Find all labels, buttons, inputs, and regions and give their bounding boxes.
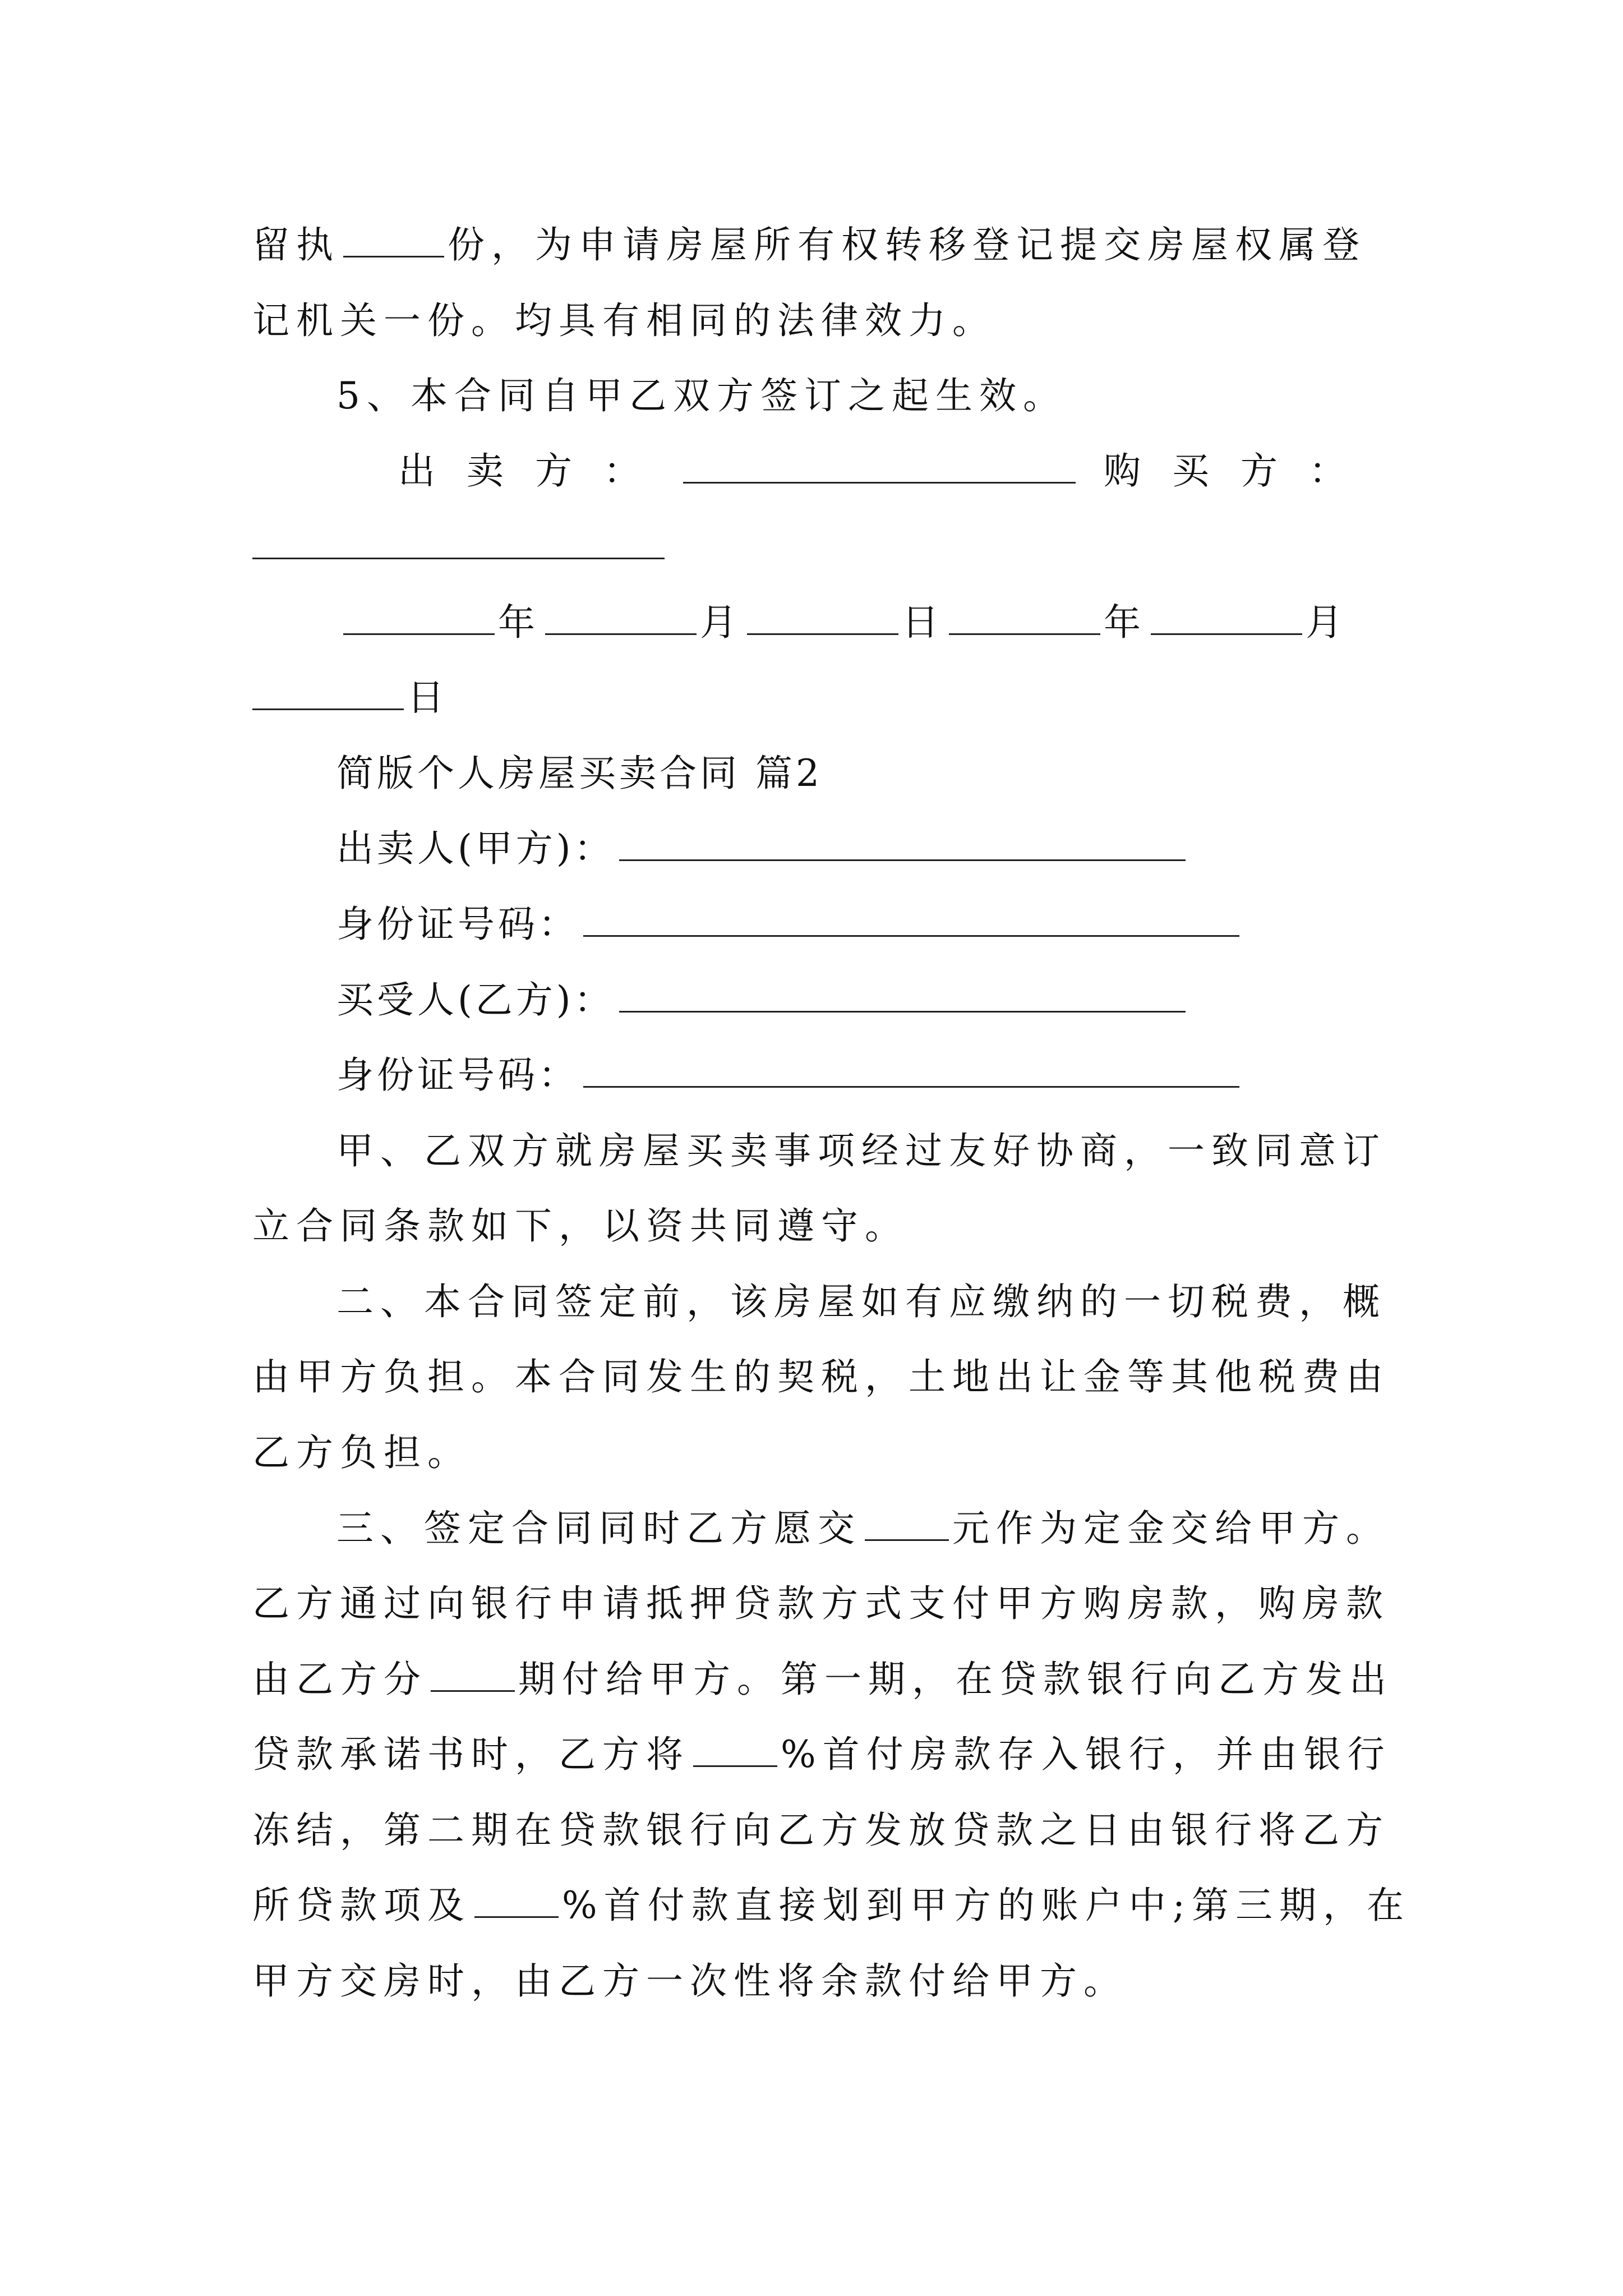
paragraph-line: [252, 1959, 1380, 2004]
seller-party-blank[interactable]: [619, 827, 1186, 861]
text: 买受人(乙方)：: [336, 978, 615, 1022]
text: 贷款承诺书时，乙方将: [252, 1733, 690, 1776]
blank-field[interactable]: [343, 223, 444, 257]
text: 日: [407, 676, 451, 719]
blank-field[interactable]: [343, 601, 495, 635]
text: 由甲方负担。本合同发生的契税，土地出让金等其他税费由: [252, 1355, 1390, 1398]
blank-field[interactable]: [252, 676, 404, 710]
paragraph-line: [252, 1430, 1380, 1475]
paragraph-line: [252, 1581, 1390, 1626]
text: 由乙方分: [252, 1658, 427, 1701]
text: 甲方交房时，由乙方一次性将余款付给甲方。: [252, 1959, 1127, 2003]
text: 期付给甲方。第一期，在贷款银行向乙方发出: [518, 1658, 1393, 1701]
paragraph-line: [252, 1808, 1390, 1853]
text: 立合同条款如下，以资共同遵守。: [252, 1204, 909, 1248]
paragraph-line: [336, 374, 1464, 418]
text: 冻结，第二期在贷款银行向乙方发放贷款之日由银行将乙方: [252, 1809, 1390, 1852]
party-line: [336, 1053, 1464, 1098]
paragraph-line: [252, 1883, 1410, 1928]
text: 甲、乙双方就房屋买卖事项经过友好协商，一致同意订: [336, 1129, 1386, 1172]
text: 月: [1306, 601, 1349, 644]
text: 乙方通过向银行申请抵押贷款方式支付甲方购房款，购房款: [252, 1582, 1390, 1625]
text: 份，为申请房屋所有权转移登记提交房屋权属登: [448, 223, 1366, 266]
deposit-blank[interactable]: [865, 1507, 949, 1541]
text: %首付款直接划到甲方的账户中;第三期，在: [562, 1884, 1410, 1927]
signature-line: [398, 449, 1525, 494]
text: 元作为定金交给甲方。: [952, 1507, 1390, 1550]
date-line: [343, 600, 1470, 645]
paragraph-line: [336, 1129, 1464, 1174]
text: 年: [1104, 601, 1147, 644]
text: 乙方负担。: [252, 1431, 471, 1474]
down-payment-percent-blank[interactable]: [693, 1733, 777, 1767]
buyer-id-blank[interactable]: [583, 1053, 1239, 1088]
date-line: [252, 675, 1380, 720]
payment-percent-blank[interactable]: [474, 1884, 559, 1918]
buyer-party-blank[interactable]: [619, 978, 1186, 1013]
paragraph-line: [252, 1204, 1380, 1249]
blank-field[interactable]: [1151, 601, 1302, 635]
buyer-label: 购买方：: [1104, 449, 1377, 493]
text: 5、本合同自甲乙双方签订之起生效。: [336, 374, 1067, 417]
seller-signature-blank[interactable]: [683, 449, 1076, 484]
paragraph-line: [336, 1506, 1464, 1551]
text: %首付房款存入银行，并由银行: [781, 1733, 1391, 1776]
paragraph-line: [252, 1732, 1391, 1777]
text: 身份证号码：: [336, 1053, 579, 1097]
signature-line: [252, 524, 1380, 569]
party-line: [336, 978, 1464, 1023]
blank-field[interactable]: [949, 601, 1100, 635]
text: 日: [902, 601, 946, 644]
text: 身份证号码：: [336, 903, 579, 946]
party-line: [336, 902, 1464, 947]
installments-blank[interactable]: [431, 1658, 515, 1692]
text: 月: [700, 601, 744, 644]
party-line: [336, 826, 1464, 871]
paragraph-line: [252, 223, 1380, 268]
blank-field[interactable]: [747, 601, 898, 635]
paragraph-line: [252, 1657, 1393, 1702]
seller-id-blank[interactable]: [583, 903, 1239, 937]
text: 出卖人(甲方)：: [336, 827, 615, 870]
blank-field[interactable]: [545, 601, 697, 635]
buyer-signature-blank[interactable]: [252, 525, 665, 559]
text: 二、本合同签定前，该房屋如有应缴纳的一切税费，概: [336, 1280, 1386, 1323]
text: 年: [498, 601, 542, 644]
seller-label: 出卖方：: [398, 449, 672, 493]
text: 所贷款项及: [252, 1884, 471, 1927]
paragraph-line: [252, 1355, 1390, 1400]
text: 记机关一份。均具有相同的法律效力。: [252, 299, 996, 342]
section-title: [336, 751, 1464, 796]
text: 留执: [252, 223, 340, 266]
paragraph-line: [336, 1280, 1464, 1324]
text: 三、签定合同同时乙方愿交: [336, 1507, 861, 1550]
section-title-text: 简版个人房屋买卖合同 篇2: [336, 752, 823, 795]
paragraph-line: [252, 298, 1380, 343]
